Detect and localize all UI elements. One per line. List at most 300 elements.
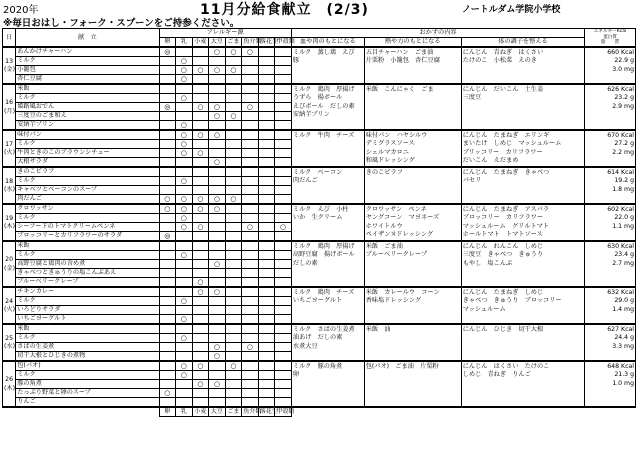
allergen-mark xyxy=(209,167,226,177)
allergen-mark xyxy=(275,75,292,85)
allergen-mark: ○ xyxy=(176,75,193,85)
ingredients-green: にんじん だいこん 土生姜 三度豆 xyxy=(461,84,584,130)
allergen-mark: ○ xyxy=(176,334,193,343)
allergen-mark: ○ xyxy=(209,204,226,214)
menu-table xyxy=(2,28,636,417)
menu-item-name: 米飯 xyxy=(16,241,159,251)
allergen-mark xyxy=(225,389,242,398)
menu-item-name: 米飯 xyxy=(16,324,159,334)
menu-row xyxy=(3,361,636,371)
allergen-mark xyxy=(159,324,176,334)
allergen-mark xyxy=(209,389,226,398)
allergen-mark xyxy=(258,94,275,103)
energy-values: 602 Kcal 22.0 g 1.1 mg xyxy=(585,204,636,241)
day-date: 18 (水) xyxy=(3,167,16,204)
allergen-mark xyxy=(192,232,209,242)
allergen-mark xyxy=(242,380,259,389)
allergen-mark: ○ xyxy=(242,47,259,57)
energy-values: 626 Kcal 23.2 g 2.9 mg xyxy=(585,84,636,130)
menu-item-name: たっぷり野菜と卵のスープ xyxy=(16,389,159,398)
allergen-mark xyxy=(159,371,176,380)
allergen-mark xyxy=(225,158,242,168)
allergen-mark xyxy=(209,269,226,278)
allergen-mark xyxy=(225,130,242,140)
allergen-mark xyxy=(192,112,209,121)
ingredients-yellow: 味付パン ハヤシルウ デミグラスソース シェルマカロニ 和風ドレッシング xyxy=(364,130,461,167)
allergen-mark xyxy=(176,232,193,242)
header-day: 日 xyxy=(3,29,16,48)
allergen-mark xyxy=(242,186,259,195)
allergen-mark xyxy=(258,140,275,149)
energy-values: 660 Kcal 22.9 g 3.0 mg xyxy=(585,47,636,84)
allergen-mark xyxy=(159,94,176,103)
allergen-mark xyxy=(242,324,259,334)
allergen-mark xyxy=(209,121,226,131)
allergen-mark: ○ xyxy=(209,112,226,121)
allergen-mark xyxy=(209,223,226,232)
allergen-mark xyxy=(275,177,292,186)
menu-item-name: ブルーベリークレープ xyxy=(16,278,159,288)
allergen-mark: ◎ xyxy=(159,47,176,57)
ingredients-yellow: きのこピラフ xyxy=(364,167,461,204)
allergen-mark xyxy=(258,324,275,334)
menu-item-name: いろどりサラダ xyxy=(16,306,159,315)
allergen-mark xyxy=(159,140,176,149)
allergen-mark xyxy=(258,121,275,131)
header-ingredients-group: おかずの内容 xyxy=(291,29,584,38)
allergen-mark xyxy=(242,260,259,269)
allergen-mark: ○ xyxy=(176,297,193,306)
menu-item-name: ミルク xyxy=(16,297,159,306)
allergen-mark xyxy=(225,103,242,112)
allergen-mark xyxy=(209,241,226,251)
menu-item-name: 安納芋プリン xyxy=(16,121,159,131)
allergen-mark xyxy=(159,306,176,315)
allergen-mark xyxy=(242,389,259,398)
footer-allergen: 落花生 xyxy=(259,408,278,415)
allergen-mark xyxy=(225,75,242,85)
allergen-mark xyxy=(258,186,275,195)
allergen-mark xyxy=(159,343,176,352)
menu-item-name: ミルク xyxy=(16,177,159,186)
allergen-mark xyxy=(209,214,226,223)
allergen-mark: ○ xyxy=(159,195,176,205)
allergen-mark xyxy=(192,398,209,408)
allergen-mark xyxy=(209,398,226,408)
allergen-mark xyxy=(258,84,275,94)
ingredients-yellow: クロワッサン ペンネ ヤングコーン マヨネーズ ホワイトルウ ペイザンヌドレッシング xyxy=(364,204,461,241)
allergen-mark xyxy=(159,121,176,131)
allergen-mark xyxy=(209,251,226,260)
ingredients-red: ミルク さばの生姜煮 油あげ だしの素 水煮大豆 xyxy=(291,324,364,361)
allergen-mark xyxy=(242,167,259,177)
allergen-mark xyxy=(275,204,292,214)
allergen-mark xyxy=(159,158,176,168)
allergen-mark: ○ xyxy=(192,204,209,214)
allergen-mark: ○ xyxy=(192,278,209,288)
allergen-mark xyxy=(209,84,226,94)
allergen-mark xyxy=(192,269,209,278)
ingredients-green: にんじん たまねぎ しめじ きゃべつ きゅうり ブロッコリー マッシュルーム xyxy=(461,287,584,324)
allergen-mark: ○ xyxy=(192,103,209,112)
allergen-mark xyxy=(209,306,226,315)
allergen-mark xyxy=(176,287,193,297)
allergen-mark: ○ xyxy=(176,94,193,103)
allergen-mark: ○ xyxy=(225,47,242,57)
allergen-mark xyxy=(242,57,259,66)
energy-values: 648 Kcal 21.3 g 1.0 mg xyxy=(585,361,636,407)
allergen-mark xyxy=(192,214,209,223)
allergen-mark: ○ xyxy=(176,121,193,131)
allergen-mark xyxy=(159,84,176,94)
allergen-mark xyxy=(225,232,242,242)
allergen-mark xyxy=(192,343,209,352)
allergen-mark xyxy=(176,398,193,408)
allergen-mark xyxy=(275,278,292,288)
day-date: 16 (月) xyxy=(3,84,16,130)
allergen-mark xyxy=(176,278,193,288)
allergen-mark xyxy=(258,398,275,408)
allergen-mark xyxy=(275,186,292,195)
allergen-mark xyxy=(225,57,242,66)
allergen-mark xyxy=(275,260,292,269)
footer-allergen: 魚介類 xyxy=(243,408,262,415)
allergen-mark xyxy=(275,140,292,149)
allergen-mark xyxy=(176,389,193,398)
allergen-mark xyxy=(275,84,292,94)
footer-allergen: 大豆 xyxy=(209,407,226,417)
menu-item-name: 切干大根とひじきの煮物 xyxy=(16,352,159,362)
allergen-mark xyxy=(209,140,226,149)
allergen-mark: ○ xyxy=(176,361,193,371)
allergen-mark xyxy=(275,214,292,223)
school-name: ノートルダム学院小学校 xyxy=(462,5,561,15)
allergen-mark: ○ xyxy=(176,315,193,325)
allergen-mark xyxy=(225,278,242,288)
ingredients-yellow: 包(パオ) ごま油 片栗粉 xyxy=(364,361,461,407)
allergen-mark xyxy=(242,75,259,85)
allergen-mark xyxy=(159,66,176,75)
allergen-mark xyxy=(159,167,176,177)
allergen-mark xyxy=(258,371,275,380)
allergen-mark: ○ xyxy=(159,389,176,398)
allergen-mark xyxy=(159,149,176,158)
ingredients-green: にんじん ひじき 切干大根 xyxy=(461,324,584,361)
allergen-mark xyxy=(159,177,176,186)
allergen-mark xyxy=(159,112,176,121)
allergen-mark xyxy=(176,167,193,177)
allergen-mark xyxy=(275,94,292,103)
allergen-mark xyxy=(275,232,292,242)
allergen-mark xyxy=(176,241,193,251)
allergen-mark: ○ xyxy=(176,214,193,223)
year-label: 2020年 xyxy=(3,5,39,16)
allergen-mark xyxy=(209,278,226,288)
allergen-mark: ○ xyxy=(242,103,259,112)
allergen-mark: ○ xyxy=(225,361,242,371)
allergen-mark xyxy=(225,324,242,334)
menu-item-name: 牛肉ときのこのブラウンシチュー xyxy=(16,149,159,158)
allergen-mark xyxy=(225,260,242,269)
allergen-mark xyxy=(225,297,242,306)
allergen-mark xyxy=(242,158,259,168)
allergen-mark xyxy=(275,297,292,306)
allergen-mark xyxy=(258,306,275,315)
menu-item-name: 味付パン xyxy=(16,130,159,140)
ingredients-red: ミルク 鶏肉 チーズ いちごヨーグルト xyxy=(291,287,364,324)
allergen-mark xyxy=(192,158,209,168)
allergen-mark xyxy=(242,352,259,362)
allergen-mark xyxy=(209,186,226,195)
allergen-mark xyxy=(275,315,292,325)
menu-row xyxy=(3,84,636,94)
allergen-mark xyxy=(258,204,275,214)
allergen-mark xyxy=(258,260,275,269)
allergen-mark xyxy=(275,380,292,389)
allergen-mark xyxy=(192,47,209,57)
allergen-mark xyxy=(225,306,242,315)
ingredients-yellow: 米飯 油 xyxy=(364,324,461,361)
allergen-mark xyxy=(242,315,259,325)
allergen-mark xyxy=(159,260,176,269)
allergen-mark xyxy=(225,398,242,408)
allergen-mark xyxy=(225,140,242,149)
allergen-mark: ○ xyxy=(209,47,226,57)
allergen-mark xyxy=(242,241,259,251)
allergen-mark xyxy=(242,214,259,223)
allergen-mark xyxy=(258,223,275,232)
allergen-mark xyxy=(242,287,259,297)
menu-item-name: 米飯 xyxy=(16,84,159,94)
allergen-mark xyxy=(225,334,242,343)
menu-row xyxy=(3,287,636,297)
allergen-mark xyxy=(242,232,259,242)
allergen-mark xyxy=(159,75,176,85)
header-allergen: 落花生 xyxy=(259,38,279,45)
allergen-mark xyxy=(258,57,275,66)
allergen-mark xyxy=(159,334,176,343)
menu-item-name: さばの生姜煮 xyxy=(16,343,159,352)
allergen-mark xyxy=(176,352,193,362)
footer-row xyxy=(3,407,636,417)
allergen-mark xyxy=(242,334,259,343)
ingredients-green: にんじん たまねぎ エリンギ まいたけ しめじ マッシュルーム ブリッコリー カリフラワー だいこん えだまめ xyxy=(461,130,584,167)
allergen-mark xyxy=(242,177,259,186)
header-yellow: 熱や力のもとになる xyxy=(364,38,461,48)
allergen-mark xyxy=(159,186,176,195)
allergen-mark xyxy=(225,223,242,232)
allergen-mark: ○ xyxy=(192,287,209,297)
allergen-mark xyxy=(275,103,292,112)
allergen-mark xyxy=(192,167,209,177)
day-date: 20 (金) xyxy=(3,241,16,287)
ingredients-green: にんじん れんこん しめじ 三度豆 きゃべつ きゅうり もやし 塩こんぶ xyxy=(461,241,584,287)
allergen-mark: ◎ xyxy=(159,232,176,242)
header-energy: エネルギーKcal 蛋白質 脂 質 xyxy=(585,29,636,48)
footer-allergen: 卵 xyxy=(159,407,176,417)
allergen-mark xyxy=(275,158,292,168)
allergen-mark: ○ xyxy=(192,361,209,371)
allergen-mark xyxy=(209,75,226,85)
allergen-mark xyxy=(242,269,259,278)
allergen-mark xyxy=(192,75,209,85)
menu-item-name: りんご xyxy=(16,398,159,408)
allergen-mark xyxy=(242,130,259,140)
day-date: 17 (火) xyxy=(3,130,16,167)
allergen-mark xyxy=(275,269,292,278)
allergen-mark: ○ xyxy=(192,223,209,232)
allergen-mark xyxy=(176,269,193,278)
allergen-mark xyxy=(242,371,259,380)
allergen-mark xyxy=(242,149,259,158)
allergen-mark xyxy=(225,380,242,389)
allergen-mark xyxy=(159,269,176,278)
allergen-mark xyxy=(258,352,275,362)
menu-row xyxy=(3,204,636,214)
allergen-mark xyxy=(258,130,275,140)
menu-item-name: ミルク xyxy=(16,57,159,66)
allergen-mark xyxy=(225,149,242,158)
allergen-mark xyxy=(159,278,176,288)
allergen-mark: ○ xyxy=(176,130,193,140)
allergen-mark xyxy=(209,177,226,186)
allergen-mark xyxy=(242,140,259,149)
allergen-mark xyxy=(258,297,275,306)
allergen-mark xyxy=(242,398,259,408)
allergen-mark: ○ xyxy=(242,223,259,232)
allergen-mark xyxy=(192,352,209,362)
footer-allergen: 小麦 xyxy=(192,407,209,417)
allergen-mark xyxy=(258,167,275,177)
allergen-mark xyxy=(176,103,193,112)
allergen-mark: ○ xyxy=(225,112,242,121)
menu-item-name: ミルク xyxy=(16,140,159,149)
allergen-mark xyxy=(258,343,275,352)
allergen-mark: ○ xyxy=(209,103,226,112)
allergen-mark xyxy=(192,84,209,94)
menu-row xyxy=(3,130,636,140)
menu-item-name: 姫路風おでん xyxy=(16,103,159,112)
allergen-mark: ○ xyxy=(209,343,226,352)
allergen-mark xyxy=(209,315,226,325)
energy-values: 614 Kcal 19.2 g 1.8 mg xyxy=(585,167,636,204)
allergen-mark xyxy=(275,149,292,158)
allergen-mark xyxy=(192,260,209,269)
allergen-mark xyxy=(159,380,176,389)
allergen-mark xyxy=(275,195,292,205)
ingredients-red: ミルク 豚の角煮 卵 xyxy=(291,361,364,407)
allergen-mark: ○ xyxy=(192,380,209,389)
allergen-mark xyxy=(275,251,292,260)
allergen-mark xyxy=(242,361,259,371)
allergen-mark xyxy=(258,315,275,325)
allergen-mark xyxy=(209,371,226,380)
menu-item-name: シーフードのトマトクリームペンネ xyxy=(16,223,159,232)
allergen-mark xyxy=(242,66,259,75)
menu-item-name: ミルク xyxy=(16,214,159,223)
allergen-mark xyxy=(176,260,193,269)
allergen-mark xyxy=(258,158,275,168)
allergen-mark xyxy=(159,251,176,260)
allergen-mark xyxy=(242,195,259,205)
allergen-mark xyxy=(225,241,242,251)
ingredients-red: ミルク 鶏肉 厚揚げ うずら 揚ボール えびボール だしの素 安納芋プリン xyxy=(291,84,364,130)
allergen-mark: ○ xyxy=(209,195,226,205)
allergen-mark xyxy=(258,75,275,85)
allergen-mark xyxy=(209,324,226,334)
allergen-mark xyxy=(258,232,275,242)
page-title: 11月分給食献立 (2/3) xyxy=(200,2,369,18)
allergen-mark xyxy=(275,167,292,177)
menu-item-name: ブロッコリーとカリフラワーのサラダ xyxy=(16,232,159,242)
allergen-mark xyxy=(192,186,209,195)
allergen-mark: ○ xyxy=(209,260,226,269)
allergen-mark: ◎ xyxy=(159,103,176,112)
menu-item-name: きゃべつときゅうりの塩こんぶあえ xyxy=(16,269,159,278)
allergen-mark xyxy=(258,195,275,205)
header-allergen: 乳 xyxy=(176,38,193,48)
allergen-mark xyxy=(225,177,242,186)
allergen-mark xyxy=(209,232,226,242)
allergen-mark xyxy=(225,343,242,352)
allergen-mark xyxy=(225,315,242,325)
allergen-mark xyxy=(275,66,292,75)
allergen-mark xyxy=(176,112,193,121)
allergen-mark xyxy=(275,47,292,57)
day-date: 13 (金) xyxy=(3,47,16,84)
header-allergen: 甲殻類 xyxy=(276,38,295,45)
allergen-mark xyxy=(258,287,275,297)
allergen-mark xyxy=(258,380,275,389)
ingredients-green: にんじん たまねぎ アスパラ ブロッコリー カリフラワー マッシュルーム グリルトマト ホールトマト トマトソース xyxy=(461,204,584,241)
allergen-mark xyxy=(159,398,176,408)
allergen-mark xyxy=(258,241,275,251)
menu-item-name: 高野豆腐と鶏肉の含め煮 xyxy=(16,260,159,269)
ingredients-red: ミルク 鶏肉 厚揚げ 高野豆腐 揚げボール だしの素 xyxy=(291,241,364,287)
allergen-mark xyxy=(176,186,193,195)
allergen-mark xyxy=(176,380,193,389)
allergen-mark xyxy=(258,361,275,371)
allergen-mark xyxy=(192,324,209,334)
header-allergen: ごま xyxy=(225,38,242,48)
menu-row xyxy=(3,241,636,251)
allergen-mark xyxy=(242,204,259,214)
allergen-mark xyxy=(209,94,226,103)
allergen-mark xyxy=(258,214,275,223)
allergen-mark: ○ xyxy=(176,140,193,149)
allergen-mark: ○ xyxy=(176,177,193,186)
allergen-mark xyxy=(258,177,275,186)
allergen-mark xyxy=(176,47,193,57)
allergen-mark: ○ xyxy=(176,195,193,205)
allergen-mark: ○ xyxy=(209,66,226,75)
allergen-mark xyxy=(275,121,292,131)
allergen-mark xyxy=(258,66,275,75)
allergen-mark xyxy=(225,269,242,278)
allergen-mark xyxy=(242,297,259,306)
allergen-mark xyxy=(258,389,275,398)
allergen-mark: ○ xyxy=(209,352,226,362)
footer-spacer xyxy=(3,407,160,417)
day-date: 19 (木) xyxy=(3,204,16,241)
allergen-mark: ○ xyxy=(225,66,242,75)
allergen-mark xyxy=(209,334,226,343)
allergen-mark: ○ xyxy=(209,287,226,297)
footer-allergen: ごま xyxy=(225,407,242,417)
allergen-mark xyxy=(275,324,292,334)
allergen-mark: ○ xyxy=(176,371,193,380)
allergen-mark xyxy=(242,278,259,288)
